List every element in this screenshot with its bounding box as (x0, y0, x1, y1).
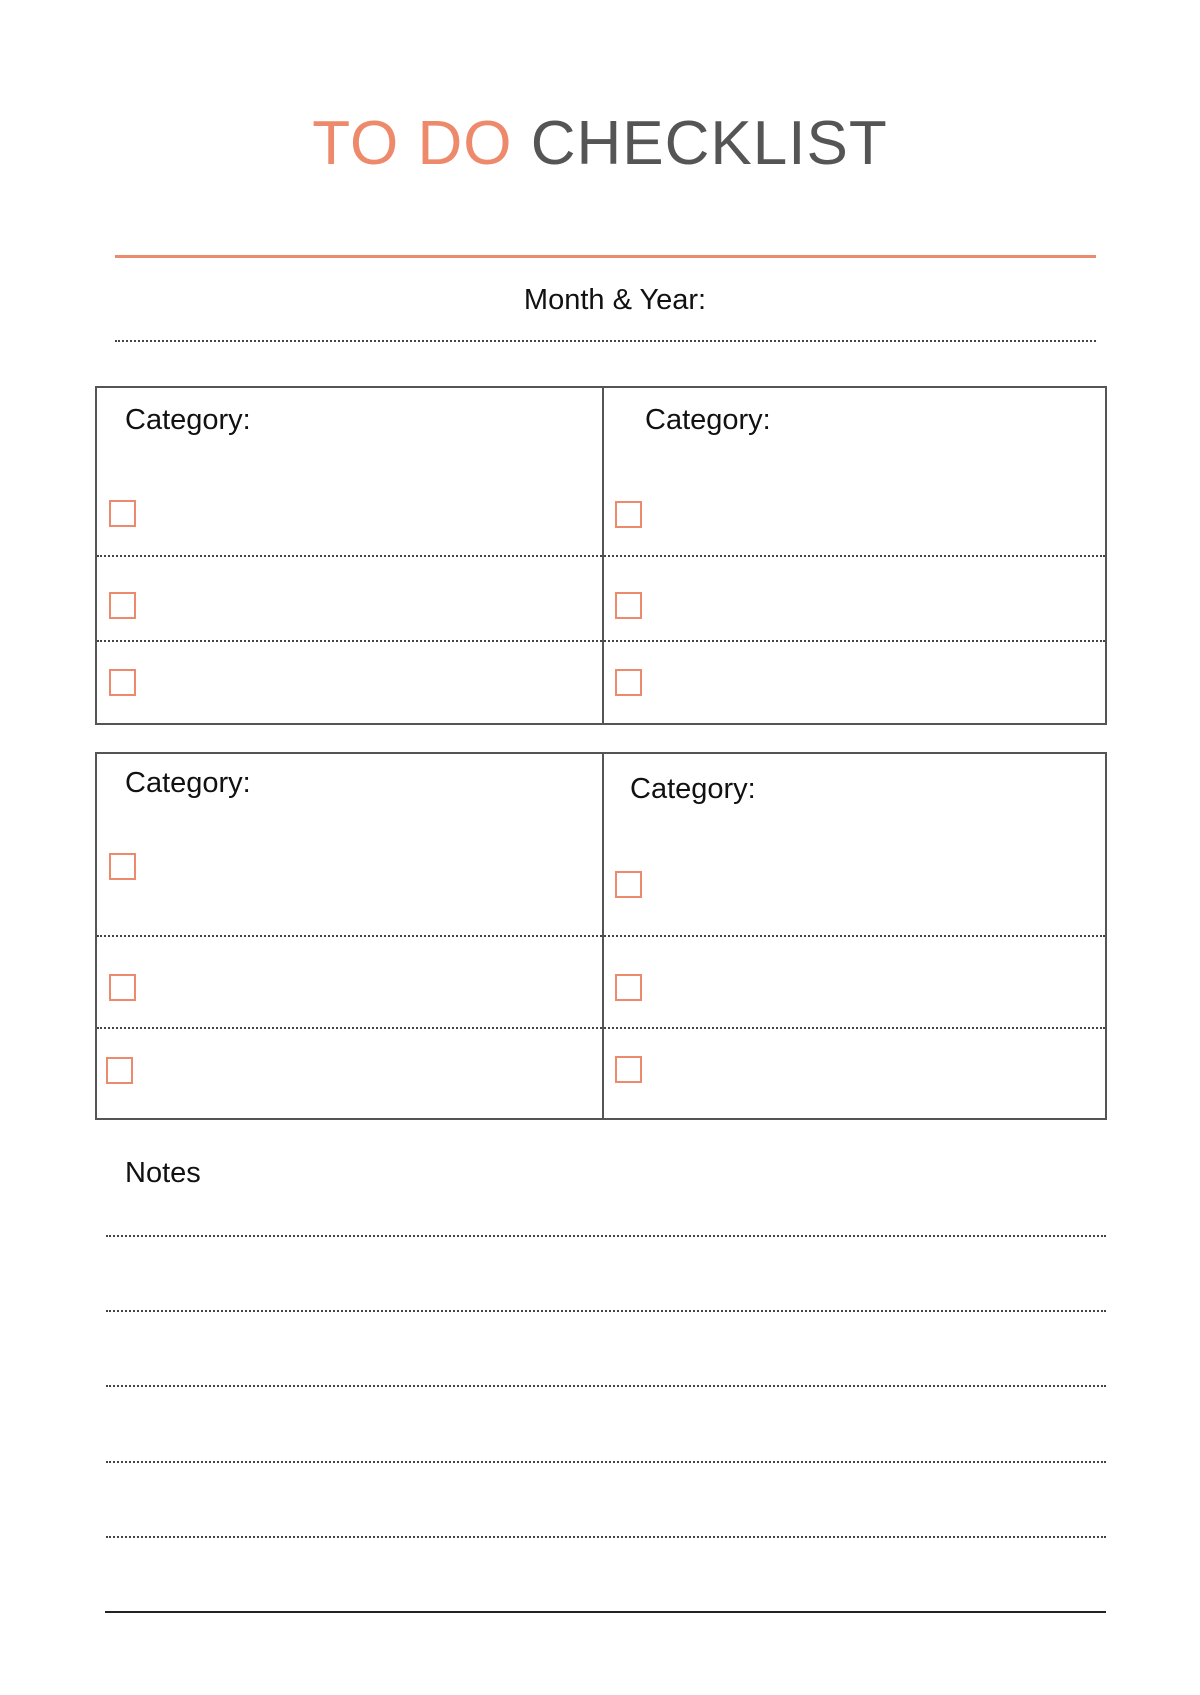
category-label: Category: (125, 404, 251, 436)
checkbox[interactable] (109, 500, 136, 527)
notes-bottom-rule (105, 1611, 1106, 1613)
row-divider (97, 935, 1105, 937)
checkbox[interactable] (615, 592, 642, 619)
row-divider (97, 640, 1105, 642)
category-grid-1 (95, 386, 1107, 725)
title-accent: TO DO (312, 109, 513, 178)
title-divider (115, 255, 1096, 258)
checkbox[interactable] (615, 501, 642, 528)
checkbox[interactable] (109, 974, 136, 1001)
checkbox[interactable] (109, 853, 136, 880)
category-label: Category: (630, 773, 756, 805)
month-year-field[interactable] (115, 340, 1096, 342)
title-main: CHECKLIST (530, 109, 888, 178)
notes-label: Notes (125, 1157, 201, 1189)
checkbox[interactable] (109, 592, 136, 619)
month-year-label: Month & Year: (523, 284, 707, 316)
category-label: Category: (645, 404, 771, 436)
row-divider (97, 555, 1105, 557)
notes-line[interactable] (106, 1235, 1106, 1237)
row-divider (97, 1027, 1105, 1029)
checkbox[interactable] (615, 669, 642, 696)
checkbox[interactable] (106, 1057, 133, 1084)
notes-line[interactable] (106, 1461, 1106, 1463)
checkbox[interactable] (615, 974, 642, 1001)
checkbox[interactable] (615, 871, 642, 898)
checkbox[interactable] (109, 669, 136, 696)
notes-line[interactable] (106, 1385, 1106, 1387)
category-label: Category: (125, 767, 251, 799)
page-title (0, 108, 1200, 180)
notes-line[interactable] (106, 1310, 1106, 1312)
category-grid-2 (95, 752, 1107, 1120)
notes-line[interactable] (106, 1536, 1106, 1538)
checkbox[interactable] (615, 1056, 642, 1083)
